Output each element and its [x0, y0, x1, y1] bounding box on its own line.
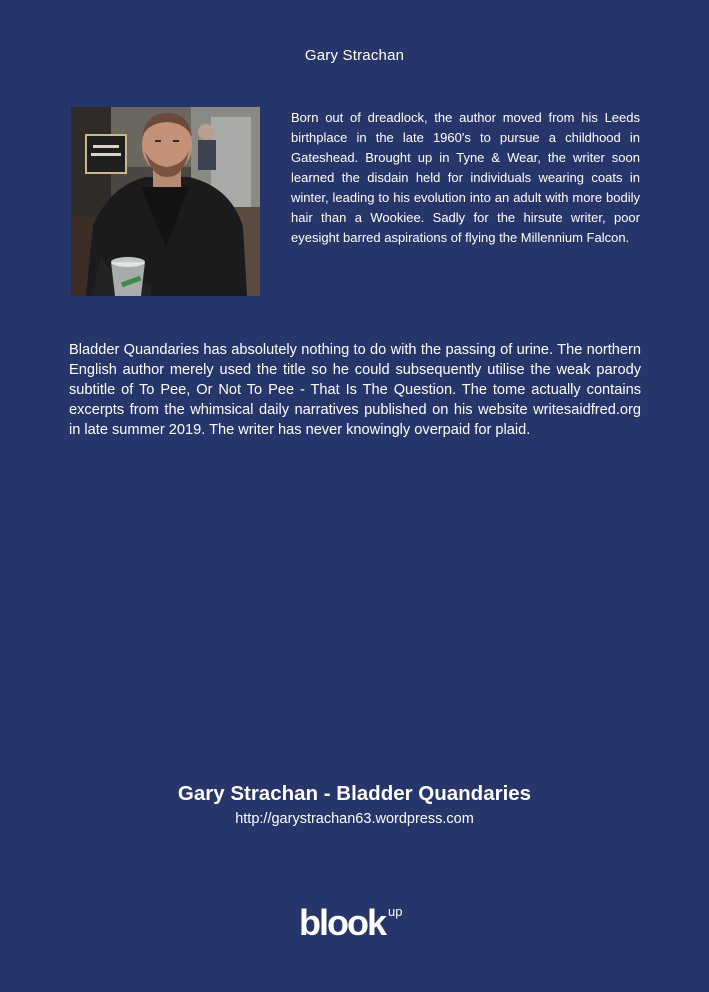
book-title: Gary Strachan - Bladder Quandaries [177, 782, 532, 805]
logo-wordmark: blook [298, 902, 385, 941]
author-website-link[interactable]: http://garystrachan63.wordpress.com [235, 811, 474, 827]
logo-superscript: up [387, 904, 402, 919]
blookup-logo [0, 895, 709, 946]
author-bio: Born out of dreadlock, the author moved from his Leeds birthplace in the late 1960's to pursue a childhood in Gateshead. Brought up in Tyne & Wear, the writer soon learned the disdain held for individuals wearing coats in winter, leading to his evolution into an adult with more bodily hair than a Wookiee. Sadly for the hirsute writer, poor eyesight barred aspirations of flying the Millennium Falcon. [291, 110, 640, 245]
book-blurb: Bladder Quandaries has absolutely nothing to do with the passing of urine. The northern English author merely used the title so he could subsequently utilise the weak parody subtitle of To Pee, Or Not To Pee - That Is The Question. The tome actually contains excerpts from the whimsical daily narratives published on his website writesaidfred.org in late summer 2019. The writer has never knowingly overpaid for plaid. [69, 342, 641, 438]
author-photo [71, 107, 260, 296]
author-name-header: Gary Strachan [304, 47, 405, 64]
